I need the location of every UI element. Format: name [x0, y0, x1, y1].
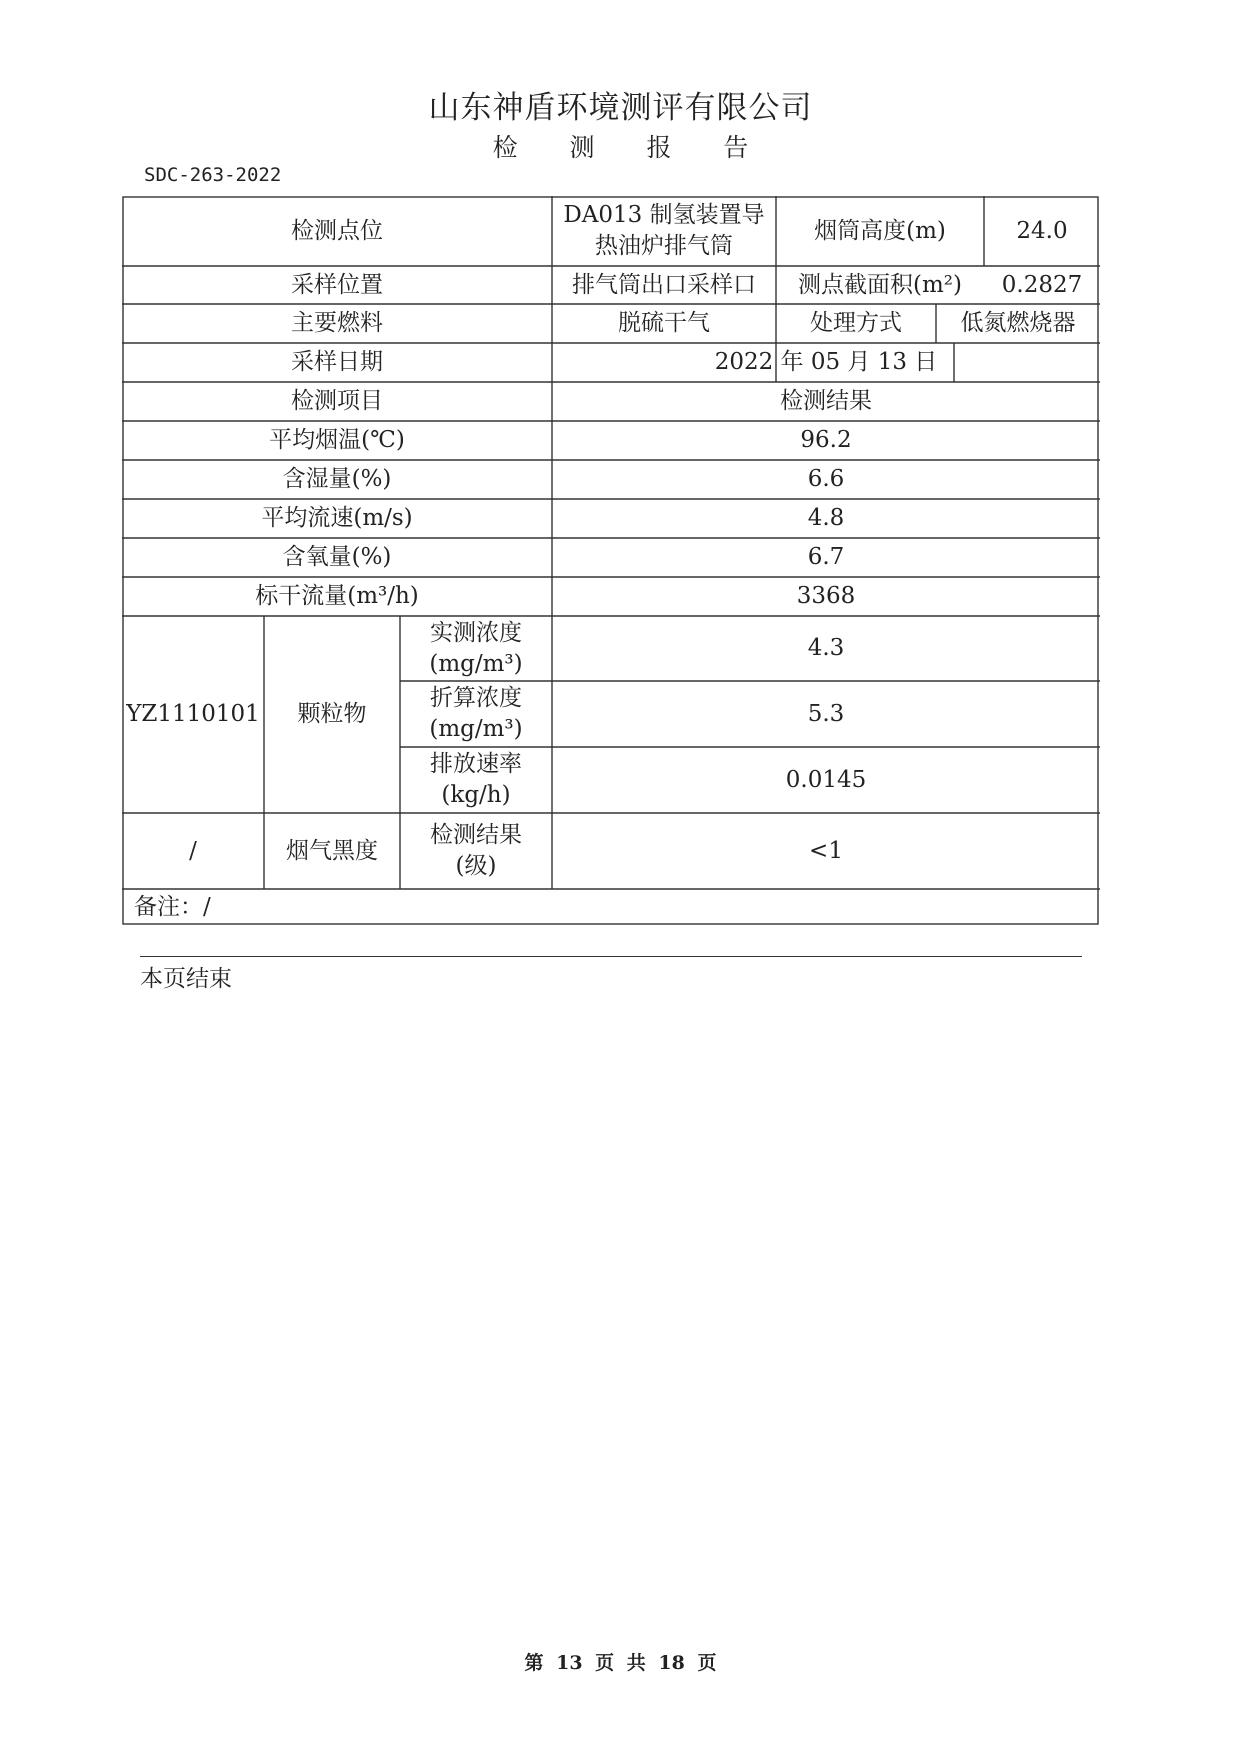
param-label: 平均烟温(℃) [269, 427, 405, 453]
point-value: DA013 制氢装置导 热油炉排气筒 [563, 202, 765, 259]
test-results-table [122, 196, 1100, 926]
param-label: 含湿量(%) [282, 466, 392, 492]
remark: 备注：/ [134, 894, 211, 920]
document-type: 检 测 报 告 [492, 133, 771, 162]
company-name: 山东神盾环境测评有限公司 [428, 90, 813, 126]
sample-position-label: 采样位置 [291, 271, 383, 298]
treatment-value: 低氮燃烧器 [960, 310, 1076, 336]
smoke-label: 检测结果 (级) [430, 822, 522, 879]
particulate-row-value: 0.0145 [785, 766, 867, 793]
particulate-row-label: 排放速率 (kg/h) [430, 751, 522, 808]
result-header: 检测结果 [780, 388, 872, 414]
param-label: 平均流速(m/s) [261, 505, 413, 531]
smoke-code: / [189, 837, 197, 864]
point-label: 检测点位 [291, 217, 383, 244]
param-value: 3368 [796, 583, 856, 609]
particulate-row-value: 5.3 [807, 700, 845, 727]
stack-height-label: 烟筒高度(m) [814, 217, 946, 244]
fuel-value: 脱硫干气 [618, 310, 710, 336]
param-label: 含氧量(%) [282, 544, 392, 570]
date-label: 采样日期 [291, 349, 383, 375]
sample-position-value: 排气筒出口采样口 [572, 271, 756, 298]
param-value: 6.7 [807, 544, 845, 570]
smoke-value: <1 [809, 837, 843, 864]
particulate-name: 颗粒物 [297, 701, 367, 727]
stack-height-value: 24.0 [1016, 217, 1068, 244]
param-value: 4.8 [807, 505, 845, 531]
date-value: 2022 年 05 月 13 日 [714, 349, 938, 375]
particulate-row-label: 折算浓度 (mg/m³) [429, 685, 523, 742]
fuel-label: 主要燃料 [291, 310, 383, 336]
end-divider [140, 956, 1082, 957]
particulate-row-value: 4.3 [807, 635, 845, 661]
section-area-value: 0.2827 [1001, 271, 1083, 298]
item-header: 检测项目 [291, 388, 383, 414]
treatment-label: 处理方式 [810, 310, 902, 336]
particulate-row-label: 实测浓度 (mg/m³) [429, 619, 523, 677]
particulate-code: YZ1110101 [126, 701, 260, 727]
page-number: 第 13 页 共 18 页 [524, 1652, 717, 1674]
smoke-name: 烟气黑度 [286, 837, 378, 864]
param-value: 96.2 [800, 427, 852, 453]
end-note: 本页结束 [140, 966, 232, 992]
section-area-label: 测点截面积(m²) [798, 271, 962, 298]
param-value: 6.6 [807, 466, 845, 492]
param-label: 标干流量(m³/h) [255, 583, 419, 609]
report-number: SDC-263-2022 [144, 164, 282, 186]
